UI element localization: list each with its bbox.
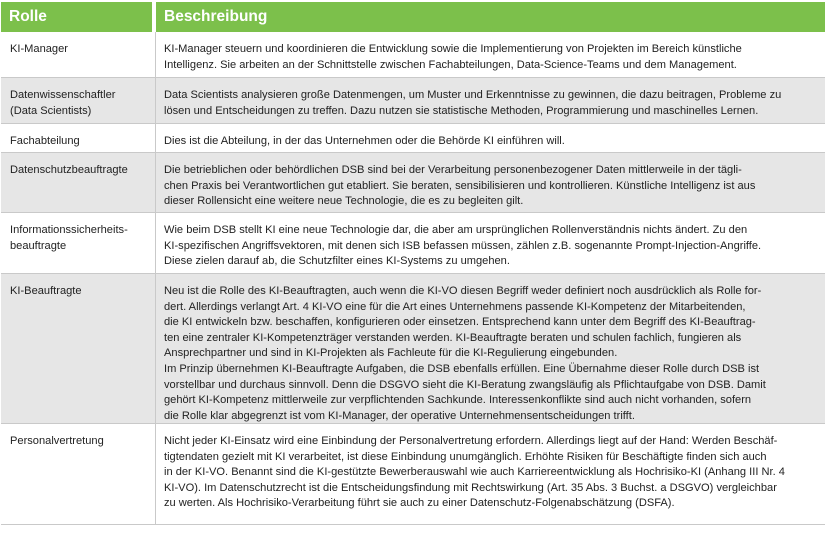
- description-text: die KI entwickeln bzw. beschaffen, konfigurieren oder einsetzen. Entsprechend kann unter dem Begriff des KI-Beauftrag-: [164, 316, 756, 329]
- role-cell: [1, 32, 156, 77]
- description-text: gehört KI-Kompetenz mittlerweile zur verpflichtenden Sachkunde. Interessenkonflikte sind auch nicht vorhanden, sofern: [164, 394, 752, 407]
- description-text: KI-spezifischen Angriffsvektoren, mit denen sich ISB befassen müssen, zählen z.B. sogenannte Prompt-Injection-Angriffe.: [164, 239, 762, 252]
- description-text: dieser Rollensicht eine weitere neue Technologie, die es zu begleiten gilt.: [164, 195, 524, 208]
- table-row: [1, 274, 825, 424]
- description-text: KI-Manager steuern und koordinieren die Entwicklung sowie die Implementierung von Projekten im Bereich künstliche: [164, 43, 742, 55]
- description-cell: [156, 153, 825, 212]
- role-cell: [1, 213, 156, 273]
- role-text: Informationssicherheits-: [10, 224, 128, 236]
- table-row: [1, 213, 825, 274]
- table-row: [1, 153, 825, 213]
- description-text: lösen und Entscheidungen zu treffen. Dazu nutzen sie statistische Methoden, Programmierung und maschinelles Lernen.: [164, 104, 759, 117]
- role-cell: [1, 78, 156, 123]
- role-text: (Data Scientists): [10, 104, 92, 117]
- table-body: [1, 32, 825, 525]
- description-text: Die betrieblichen oder behördlichen DSB sind bei der Verarbeitung personenbezogener Daten mittlerweile in der tägli-: [164, 164, 742, 176]
- description-cell: [156, 32, 825, 77]
- role-text: Datenschutzbeauftragte: [10, 164, 128, 176]
- description-text: Nicht jeder KI-Einsatz wird eine Einbindung der Personalvertretung erfordern. Allerdings liegt auf der Hand: Werden Beschäf-: [164, 435, 778, 447]
- role-text: KI-Manager: [10, 43, 68, 55]
- role-text: Fachabteilung: [10, 135, 80, 147]
- description-text: vorstellbar und durchaus sinnvoll. Denn die DSGVO sieht die KI-Beratung zwangsläufig als Pflichtaufgabe von DSB. Damit: [164, 378, 766, 391]
- description-text: Dies ist die Abteilung, in der das Unternehmen oder die Behörde KI einführen will.: [164, 135, 565, 147]
- role-text: KI-Beauftragte: [10, 285, 82, 297]
- description-text: KI-VO). Im Datenschutzrecht ist die Entscheidungsfindung mit Rechtswirkung (Art. 35 Abs. 3 Buchst. a DSGVO) vergleichbar: [164, 481, 777, 494]
- table-row: [1, 424, 825, 525]
- header-role: Rolle: [1, 2, 152, 32]
- role-cell: [1, 153, 156, 212]
- header-description: Beschreibung: [156, 2, 825, 32]
- description-text: Ansprechpartner und sind in KI-Projekten als Fachleute für die KI-Regulierung eingebunden.: [164, 347, 618, 360]
- description-text: ten eine zentraler KI-Kompetenzträger verstanden werden. KI-Beauftragte beraten und schulen fachlich, fungieren als: [164, 331, 742, 344]
- role-text: beauftragte: [10, 239, 67, 252]
- description-text: dert. Allerdings verlangt Art. 4 KI-VO eine für die Art eines Unternehmens passende KI-Kompetenz der Mitarbeitenden,: [164, 300, 746, 313]
- table-row: [1, 32, 825, 78]
- description-cell: [156, 424, 825, 524]
- roles-table: [1, 2, 825, 525]
- description-text: Diese zielen darauf ab, die Schutzfilter eines KI-Systems zu umgehen.: [164, 255, 510, 268]
- description-text: zu werten. Als Hochrisiko-Verarbeitung führt sie auch zu einer Datenschutz-Folgenabschätzung (DSFA).: [164, 497, 675, 510]
- description-text: in der KI-VO. Benannt sind die KI-gestützte Bewerberauswahl wie auch Karriereentwicklung als Hochrisiko-KI (Anhang III Nr. 4: [164, 466, 785, 479]
- description-cell: [156, 213, 825, 273]
- description-text: tigtendaten gezielt mit KI verarbeitet, ist diese Einbindung unumgänglich. Erhöhte Risiken für Beschäftigte finden sich auch: [164, 450, 767, 463]
- role-text: Personalvertretung: [10, 435, 104, 447]
- role-text: Datenwissenschaftler: [10, 89, 116, 101]
- description-text: Wie beim DSB stellt KI eine neue Technologie dar, die aber am ursprünglichen Rollenverständnis nichts ändert. Zu den: [164, 224, 748, 236]
- description-cell: [156, 274, 825, 423]
- description-text: die Rolle klar abgegrenzt ist vom KI-Manager, der operative Unternehmensentscheidungen trifft.: [164, 409, 635, 422]
- table-header: [1, 2, 825, 32]
- role-cell: [1, 124, 156, 152]
- table-row: [1, 78, 825, 124]
- description-text: Data Scientists analysieren große Datenmengen, um Muster und Erkenntnisse zu gewinnen, die dazu beitragen, Probleme zu: [164, 89, 782, 101]
- description-text: Intelligenz. Sie arbeiten an der Schnittstelle zwischen Fachabteilungen, Data-Science-Teams und dem Management.: [164, 58, 737, 71]
- role-cell: [1, 424, 156, 524]
- table-row: [1, 124, 825, 153]
- description-text: Neu ist die Rolle des KI-Beauftragten, auch wenn die KI-VO diesen Begriff weder definiert noch ausdrücklich als Rolle for-: [164, 285, 762, 297]
- description-cell: [156, 124, 825, 152]
- role-cell: [1, 274, 156, 423]
- description-cell: [156, 78, 825, 123]
- description-text: chen Praxis bei Verantwortlichen gut etabliert. Sie beraten, sensibilisieren und kontrollieren. Künstliche Intelligenz ist aus: [164, 179, 756, 192]
- description-text: Im Prinzip übernehmen KI-Beauftragte Aufgaben, die DSB ebenfalls erfüllen. Eine Übernahme dieser Rolle durch DSB ist: [164, 362, 760, 375]
